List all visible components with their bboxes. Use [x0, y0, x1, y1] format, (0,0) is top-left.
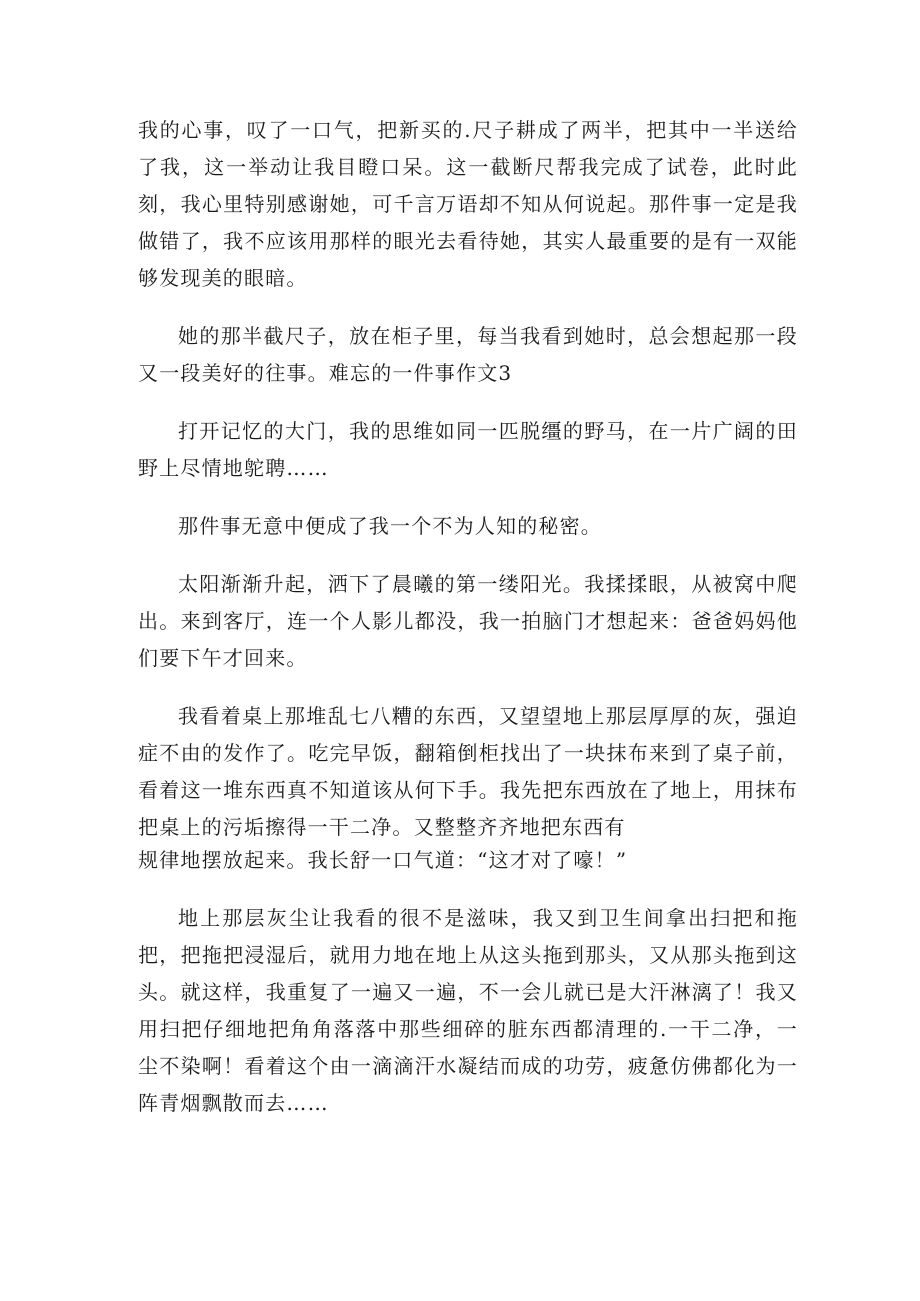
paragraph-3: 打开记忆的大门，我的思维如同一匹脱缰的野马，在一片广阔的田野上尽情地鸵聘…… — [138, 419, 798, 480]
paragraph-2: 她的那半截尺子，放在柜子里，每当我看到她时，总会想起那一段又一段美好的往事。难忘的一件事作文3 — [138, 324, 798, 385]
paragraph-7: 规律地摆放起来。我长舒一口气道：“这才对了嚎！” — [138, 848, 628, 872]
paragraph-5: 太阳渐渐升起，洒下了晨曦的第一缕阳光。我揉揉眼，从被窝中爬出。来到客厅，连一个人影儿都没，我一拍脑门才想起来：爸爸妈妈他们要下午才回来。 — [138, 572, 798, 670]
paragraph-8: 地上那层灰尘让我看的很不是滋味，我又到卫生间拿出扫把和拖把，把拖把浸湿后，就用力地在地上从这头拖到那头，又从那头拖到这头。就这样，我重复了一遍又一遍，不一会儿就已是大汗淋漓了！我又用扫把仔细地把角角落落中那些细碎的脏东西都清理的.一干二净，一尘不染啊！看着这个由一滴滴汗水凝结而成的功劳，疲惫仿佛都化为一阵青烟飘散而去…… — [138, 906, 798, 1115]
paragraph-1: 我的心事，叹了一口气，把新买的.尺子耕成了两半，把其中一半送给了我，这一举动让我目瞪口呆。这一截断尺帮我完成了试卷，此时此刻，我心里特别感谢她，可千言万语却不知从何说起。那件事一定是我做错了，我不应该用那样的眼光去看待她，其实人最重要的是有一双能够发现美的眼暗。 — [138, 118, 798, 290]
paragraph-4: 那件事无意中便成了我一个不为人知的秘密。 — [178, 514, 602, 538]
paragraph-6: 我看着桌上那堆乱七八糟的东西，又望望地上那层厚厚的灰，强迫症不由的发作了。吃完早饭，翻箱倒柜找出了一块抹布来到了桌子前，看着这一堆东西真不知道该从何下手。我先把东西放在了地上，用抹布把桌上的污垢擦得一干二净。又整整齐齐地把东西有 — [138, 704, 798, 839]
document-body — [138, 112, 798, 1143]
